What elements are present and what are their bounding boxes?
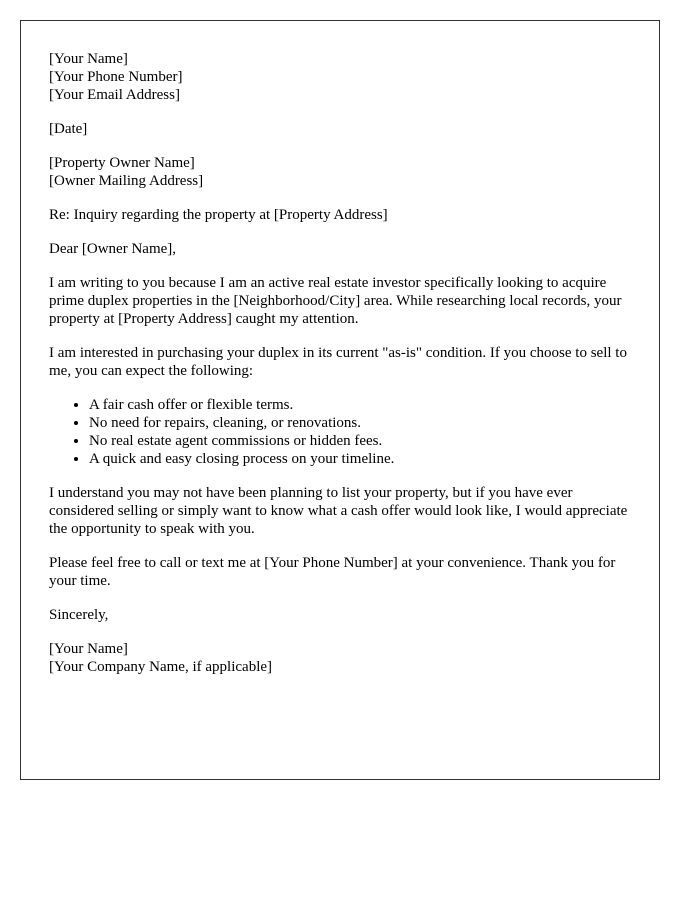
sender-email: [Your Email Address] (49, 87, 180, 103)
recipient-name: [Property Owner Name] (49, 155, 195, 171)
valediction: Sincerely, (49, 607, 109, 623)
subject-line: Re: Inquiry regarding the property at [Property Address] (49, 207, 388, 223)
signature-company: [Your Company Name, if applicable] (49, 659, 273, 675)
contact-paragraph: Please feel free to call or text me at [Your Phone Number] at your convenience. Thank you for your time. (49, 555, 616, 589)
sender-block (49, 50, 631, 104)
signature-name: [Your Name] (49, 641, 128, 657)
letter-date: [Date] (49, 121, 88, 137)
signature-block (49, 640, 631, 676)
recipient-block (49, 154, 631, 190)
date-block (49, 120, 631, 138)
understand-paragraph: I understand you may not have been planning to list your property, but if you have ever considered selling or simply want to know what a cash offer would look like, I would appreciate the opportunity to speak with you. (49, 485, 628, 537)
list-item: • A quick and easy closing process on your timeline. (89, 450, 631, 468)
letter-page (20, 20, 660, 780)
offer-paragraph: I am interested in purchasing your duplex in its current "as-is" condition. If you choose to sell to me, you can expect the following: (49, 345, 627, 379)
sender-phone: [Your Phone Number] (49, 69, 183, 85)
intro-paragraph: I am writing to you because I am an active real estate investor specifically looking to acquire prime duplex properties in the [Neighborhood/City] area. While researching local records, your property at [Property Address] caught my attention. (49, 275, 622, 327)
recipient-address: [Owner Mailing Address] (49, 173, 204, 189)
list-item: • No need for repairs, cleaning, or renovations. (89, 414, 631, 432)
salutation: Dear [Owner Name], (49, 241, 177, 257)
list-item: • A fair cash offer or flexible terms. (89, 396, 631, 414)
sender-name: [Your Name] (49, 51, 128, 67)
list-item: • No real estate agent commissions or hidden fees. (89, 432, 631, 450)
benefits-list (49, 396, 631, 468)
